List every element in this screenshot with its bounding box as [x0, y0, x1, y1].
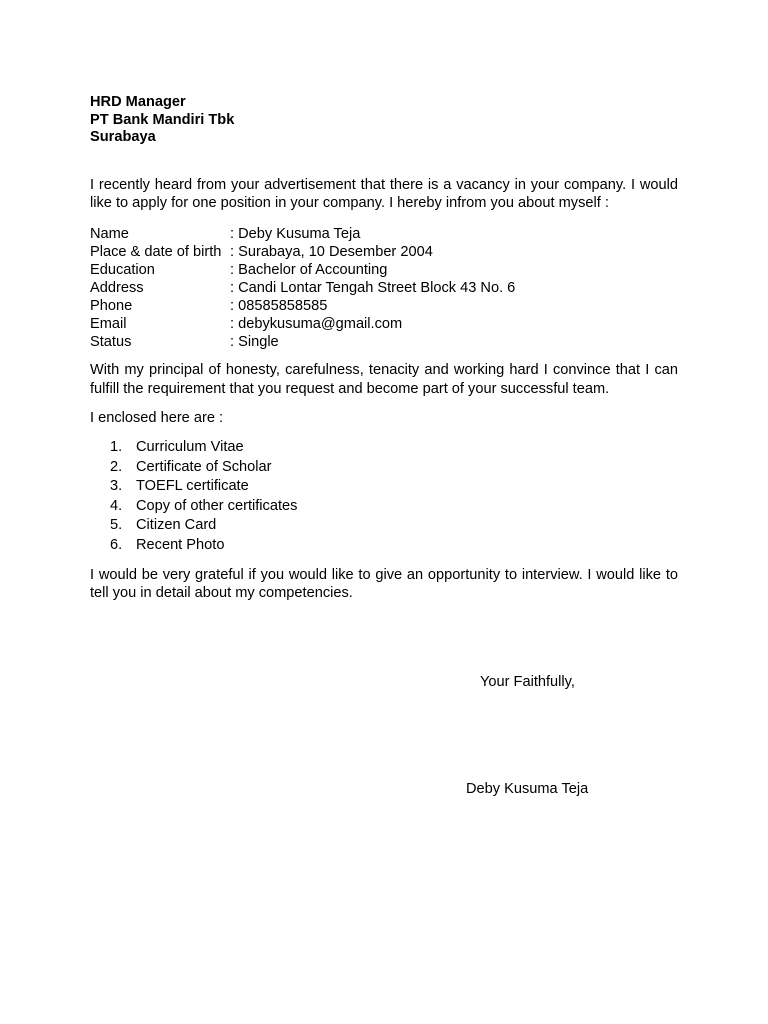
detail-value: : 08585858585 [230, 298, 328, 314]
enclosure-list [110, 438, 297, 555]
detail-label: Education [90, 262, 155, 278]
detail-row-email [90, 315, 515, 333]
intro-paragraph: I recently heard from your advertisement that there is a vacancy in your company. I would like to apply for one position in your company. I hereby infrom you about myself : [90, 177, 678, 211]
recipient-title: HRD Manager [90, 94, 186, 110]
detail-label: Address [90, 280, 144, 296]
detail-row-birth [90, 243, 515, 261]
enclosed-label: I enclosed here are : [90, 410, 224, 426]
detail-row-status [90, 333, 515, 351]
personal-details [90, 225, 515, 351]
list-number: 4. [110, 497, 123, 514]
recipient-city: Surabaya [90, 129, 156, 145]
list-item [110, 536, 297, 556]
list-number: 3. [110, 478, 123, 494]
detail-value: : Deby Kusuma Teja [230, 226, 361, 242]
list-text: Recent Photo [136, 536, 225, 553]
list-text: Copy of other certificates [136, 497, 298, 514]
detail-value: : Single [230, 334, 279, 350]
list-item [110, 438, 297, 458]
request-paragraph: I would be very grateful if you would like to give an opportunity to interview. I would like to tell you in detail about my competencies. [90, 567, 678, 601]
detail-value: : Surabaya, 10 Desember 2004 [230, 244, 433, 260]
detail-value: : debykusuma@gmail.com [230, 316, 403, 332]
list-item [110, 516, 297, 536]
list-number: 5. [110, 517, 123, 533]
detail-label: Phone [90, 298, 133, 314]
list-number: 6. [110, 536, 123, 553]
list-text: Certificate of Scholar [136, 458, 272, 475]
detail-row-name [90, 225, 515, 243]
list-text: Curriculum Vitae [136, 439, 244, 455]
detail-label: Email [90, 316, 127, 332]
signature-name: Deby Kusuma Teja [466, 781, 589, 797]
detail-label: Place & date of birth [90, 244, 222, 260]
list-text: Citizen Card [136, 517, 217, 533]
closing-salutation: Your Faithfully, [480, 674, 575, 690]
recipient-company: PT Bank Mandiri Tbk [90, 111, 235, 128]
list-number: 1. [110, 439, 123, 455]
list-item [110, 458, 297, 478]
detail-row-address [90, 279, 515, 297]
recipient-block [90, 94, 234, 147]
detail-label: Status [90, 334, 132, 350]
detail-value: : Candi Lontar Tengah Street Block 43 No. 6 [230, 280, 516, 296]
list-text: TOEFL certificate [136, 478, 249, 494]
list-item [110, 477, 297, 497]
detail-label: Name [90, 226, 129, 242]
qualities-paragraph: With my principal of honesty, carefulness, tenacity and working hard I convince that I can fulfill the requirement that you request and become part of your successful team. [90, 362, 678, 397]
detail-row-phone [90, 297, 515, 315]
detail-row-education [90, 261, 515, 279]
list-item [110, 497, 297, 517]
detail-value: : Bachelor of Accounting [230, 262, 388, 278]
list-number: 2. [110, 458, 123, 475]
